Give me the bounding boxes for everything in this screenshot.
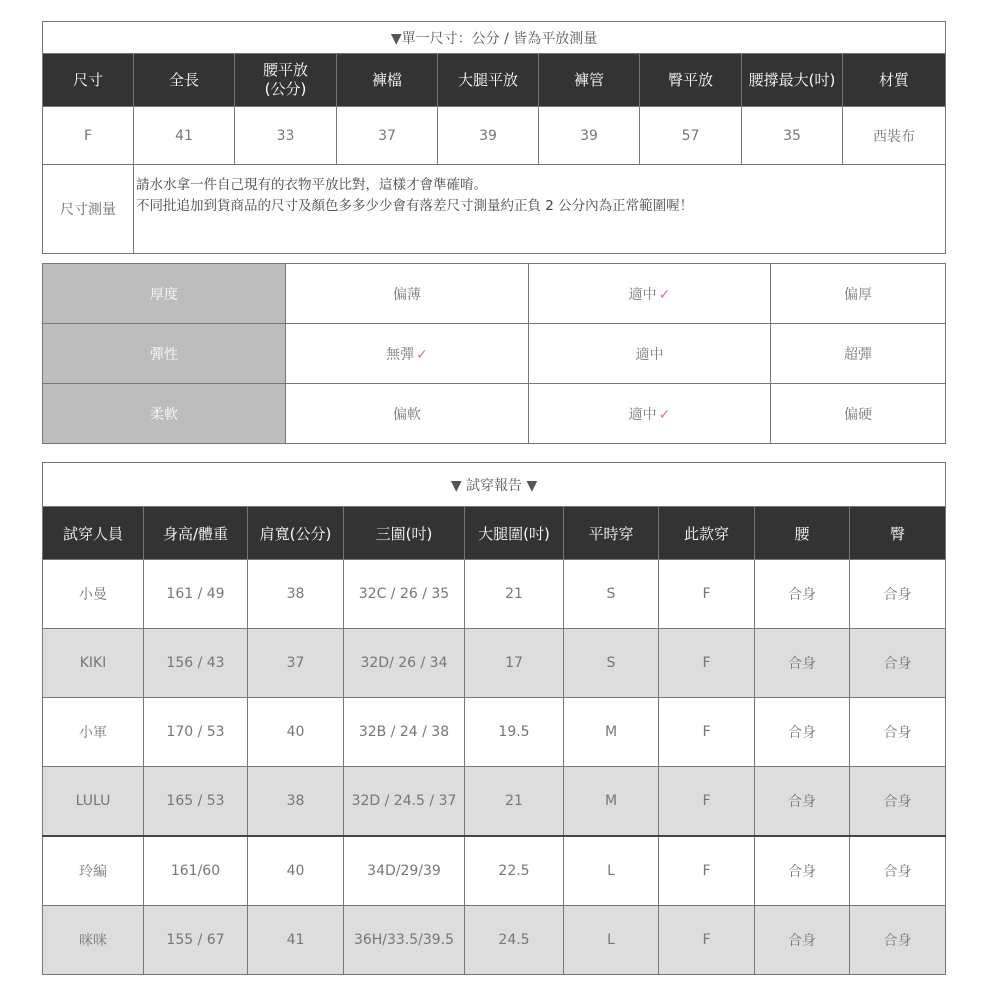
length-header: 全長 [134,54,235,107]
material-header: 材質 [843,54,946,107]
usual-size-cell: M [564,767,659,837]
size-header: 尺寸 [43,54,134,107]
this-item-size-header: 此款穿 [659,507,755,560]
fabric-option [771,264,946,324]
fabric-row-elasticity [43,324,946,384]
tester-name-cell: 咪咪 [43,906,144,975]
shoulder-width-cell: 38 [248,560,344,629]
fabric-option-label: 適中 [635,346,664,363]
usual-size-cell: S [564,629,659,698]
fabric-option-label: 偏薄 [393,286,421,303]
size-chart-table [42,21,946,254]
fabric-option-label: 超彈 [844,346,872,363]
measurements-cell: 32C / 26 / 35 [344,560,465,629]
tester-name-cell: 玲編 [43,836,144,906]
usual-size-cell: L [564,836,659,906]
height-weight-cell: 165 / 53 [144,767,248,837]
size-value: F [43,107,134,165]
shoulder-width-cell: 37 [248,629,344,698]
this-item-size-cell: F [659,560,755,629]
waist-fit-cell: 合身 [755,906,850,975]
this-item-size-cell: F [659,906,755,975]
height-weight-cell: 156 / 43 [144,629,248,698]
fabric-option-label: 適中 [628,286,657,303]
thigh-cell: 19.5 [465,698,564,767]
measurement-note-line: 請水水拿一件自己現有的衣物平放比對，這樣才會準確唷。 [136,177,487,193]
measurements-cell: 32D/ 26 / 34 [344,629,465,698]
measurements-cell: 32D / 24.5 / 37 [344,767,465,837]
measurement-note-label: 尺寸測量 [43,165,134,254]
fitting-row [43,698,946,767]
measurements-cell: 34D/29/39 [344,836,465,906]
tester-name-cell: 小曼 [43,560,144,629]
thigh-cell: 21 [465,767,564,837]
thigh-header: 大腿圍(吋) [465,507,564,560]
fabric-option [771,384,946,444]
fabric-option [529,324,771,384]
height-weight-cell: 161 / 49 [144,560,248,629]
measurement-note-line: 不同批追加到貨商品的尺寸及顏色多多少少會有落差尺寸測量約正負 2 公分內為正常範圍喔！ [136,198,694,214]
fitting-row [43,906,946,975]
measurement-note [134,165,946,254]
hip-fit-cell: 合身 [850,698,946,767]
waist-fit-cell: 合身 [755,560,850,629]
tester-name-cell: LULU [43,767,144,837]
measurements-cell: 36H/33.5/39.5 [344,906,465,975]
fabric-option [529,264,771,324]
this-item-size-cell: F [659,698,755,767]
hip-flat-value: 57 [640,107,742,165]
fabric-property-name: 柔軟 [43,384,286,444]
hip-flat-header: 臀平放 [640,54,742,107]
shoulder-width-cell: 41 [248,906,344,975]
hip-fit-cell: 合身 [850,836,946,906]
leg-opening-header: 褲管 [539,54,640,107]
fabric-option-label: 適中 [628,406,657,423]
tester-name-cell: KIKI [43,629,144,698]
thigh-cell: 21 [465,560,564,629]
crotch-value: 37 [337,107,438,165]
hip-fit-cell: 合身 [850,767,946,837]
thigh-flat-header: 大腿平放 [438,54,539,107]
height-weight-cell: 161/60 [144,836,248,906]
size-chart-caption: ▼單一尺寸：公分 / 皆為平放測量 [43,22,946,54]
check-mark-icon: ✓ [658,286,671,303]
fabric-option-label: 偏硬 [844,406,872,423]
check-mark-icon: ✓ [416,346,428,363]
height-weight-header: 身高/體重 [144,507,248,560]
this-item-size-cell: F [659,629,755,698]
shoulder-width-cell: 40 [248,698,344,767]
material-value: 西裝布 [843,107,946,165]
fabric-option [286,324,529,384]
fabric-row-softness [43,384,946,444]
this-item-size-cell: F [659,836,755,906]
fitting-report-table [42,462,946,975]
this-item-size-cell: F [659,767,755,837]
height-weight-cell: 170 / 53 [144,698,248,767]
fabric-option-label: 偏厚 [844,286,872,303]
waist-fit-cell: 合身 [755,767,850,837]
thigh-cell: 24.5 [465,906,564,975]
thigh-cell: 17 [465,629,564,698]
hip-fit-cell: 合身 [850,560,946,629]
usual-size-header: 平時穿 [564,507,659,560]
waist-flat-header: 腰平放 (公分) [235,54,337,107]
waist-fit-header: 腰 [755,507,850,560]
fabric-option [771,324,946,384]
measurements-cell: 32B / 24 / 38 [344,698,465,767]
fabric-option-label: 無彈 [386,346,415,363]
waist-max-header: 腰撐最大(吋) [742,54,843,107]
fitting-row [43,629,946,698]
waist-max-value: 35 [742,107,843,165]
waist-fit-cell: 合身 [755,629,850,698]
hip-fit-cell: 合身 [850,629,946,698]
shoulder-width-cell: 38 [248,767,344,837]
height-weight-cell: 155 / 67 [144,906,248,975]
usual-size-cell: L [564,906,659,975]
hip-fit-cell: 合身 [850,906,946,975]
shoulder-header: 肩寬(公分) [248,507,344,560]
fabric-property-name: 厚度 [43,264,286,324]
crotch-header: 褲檔 [337,54,438,107]
waist-flat-value: 33 [235,107,337,165]
measurements-header: 三圍(吋) [344,507,465,560]
fabric-row-thickness [43,264,946,324]
hip-fit-header: 臀 [850,507,946,560]
waist-fit-cell: 合身 [755,836,850,906]
fabric-option-label: 偏軟 [393,406,421,423]
shoulder-width-cell: 40 [248,836,344,906]
thigh-flat-value: 39 [438,107,539,165]
length-value: 41 [134,107,235,165]
fabric-option [286,384,529,444]
check-mark-icon: ✓ [658,406,671,423]
fitting-row [43,560,946,629]
fitting-report-caption: ▼ 試穿報告 ▼ [43,463,946,507]
tester-name-cell: 小軍 [43,698,144,767]
waist-fit-cell: 合身 [755,698,850,767]
fabric-properties-table [42,263,946,444]
leg-opening-value: 39 [539,107,640,165]
usual-size-cell: S [564,560,659,629]
thigh-cell: 22.5 [465,836,564,906]
fabric-property-name: 彈性 [43,324,286,384]
tester-header: 試穿人員 [43,507,144,560]
usual-size-cell: M [564,698,659,767]
fabric-option [286,264,529,324]
fabric-option [529,384,771,444]
fitting-row [43,767,946,837]
fitting-row [43,836,946,906]
